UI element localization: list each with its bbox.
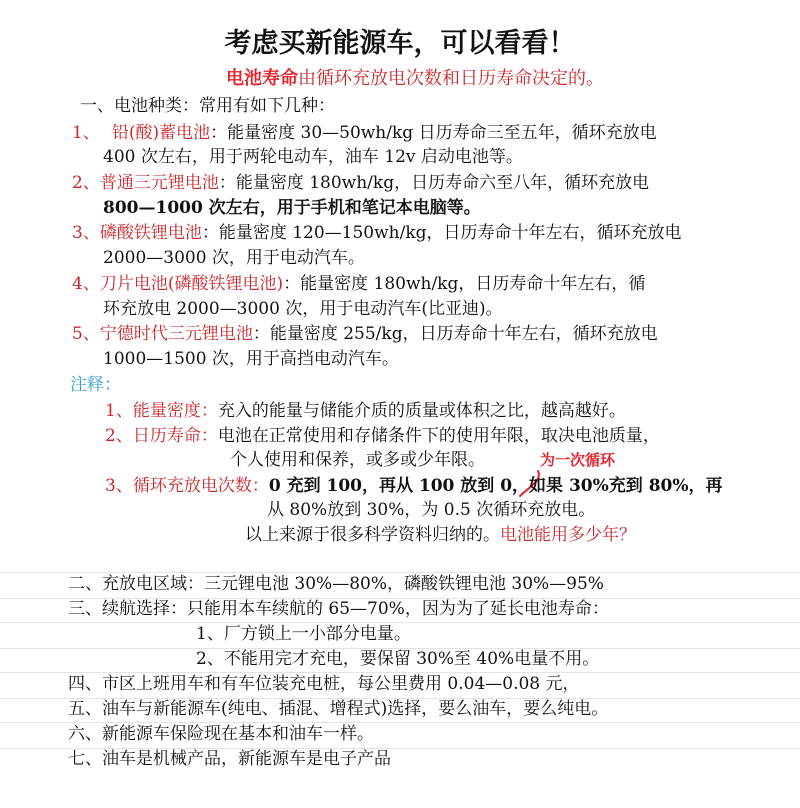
note-3 [105,475,723,497]
battery-3-line1: ：能量密度 120—150wh/kg，日历寿命十年左右，循环充放电 [201,223,682,243]
notes-heading: 注释： [70,375,121,395]
battery-4-num: 4、 [72,274,100,294]
battery-3-num: 3、 [72,223,100,243]
subtitle-rest: 由循环充放电次数和日历寿命决定的。 [298,68,604,89]
battery-3-line2: 2000—3000 次，用于电动汽车。 [103,248,365,268]
battery-1-name: 铅(酸)蓄电池 [111,123,211,143]
row-range-sub-1: 1、厂方锁上一小部分电量。 [196,624,411,644]
page-title: 考虑买新能源车，可以看看！ [224,28,576,59]
battery-4-name: 刀片电池(磷酸铁锂电池) [99,274,284,294]
note-2-line2: 个人使用和保养，或多或少年限。 [230,450,485,470]
battery-4-line1: ：能量密度 180wh/kg，日历寿命十年左右，循 [283,274,646,294]
section1-heading: 一、电池种类：常用有如下几种： [80,96,335,116]
notes-question: 电池能用多少年？ [500,525,636,545]
row-cost: 四、市区上班用车和有车位装充电桩，每公里费用 0.04—0.08 元， [68,674,580,694]
battery-2-line1: ：能量密度 180wh/kg，日历寿命六至八年，循环充放电 [218,173,650,193]
row-charge-range: 二、充放电区域：三元锂电池 30%—80%，磷酸铁锂电池 30%—95% [68,574,604,594]
note-annotation: 为一次循环 [540,451,616,469]
note-1-label: 1、能量密度： [105,401,218,421]
battery-1-line2: 400 次左右，用于两轮电动车，油车 12v 启动电池等。 [103,147,523,167]
battery-2-num: 2、 [72,173,100,193]
battery-5-name: 宁德时代三元锂电池 [99,324,253,344]
row-choice: 五、油车与新能源车(纯电、插混、增程式)选择，要么油车，要么纯电。 [68,699,609,719]
battery-5-line1: ：能量密度 255/kg，日历寿命十年左右，循环充放电 [252,324,658,344]
battery-2-line2: 800—1000 次左右，用于手机和笔记本电脑等。 [103,198,481,218]
notes-source-text: 以上来源于很多科学资料归纳的。 [245,525,500,545]
battery-2-name: 普通三元锂电池 [99,173,219,193]
subtitle-highlight: 电池寿命 [226,68,298,89]
note-2-label: 2、日历寿命： [105,426,218,446]
row-insurance: 六、新能源车保险现在基本和油车一样。 [68,724,374,744]
battery-5-line2: 1000—1500 次，用于高挡电动汽车。 [103,349,399,369]
row-range-choice: 三、续航选择：只能用本车续航的 65—70%，因为为了延长电池寿命： [68,599,609,619]
note-3-line2: 从 80%放到 30%，为 0.5 次循环充放电。 [267,500,596,520]
notes-source [245,524,636,546]
note-3-line1: 0 充到 100，再从 100 放到 0，如果 30%充到 80%，再 [268,476,723,496]
note-3-label: 3、循环充放电次数： [105,476,269,496]
battery-4-line2: 环充放电 2000—3000 次，用于电动汽车(比亚迪)。 [103,299,503,319]
row-product: 七、油车是机械产品，新能源车是电子产品 [68,749,391,769]
battery-1-line1: ：能量密度 30—50wh/kg 日历寿命三至五年，循环充放电 [210,123,657,143]
note-2-line1: 电池在正常使用和存储条件下的使用年限，取决电池质量， [217,426,660,446]
battery-1-num: 1、 [72,123,100,143]
note-1-line1: 充入的能量与储能介质的质量或体积之比，越高越好。 [217,401,626,421]
row-range-sub-2: 2、不能用完才充电，要保留 30%至 40%电量不用。 [196,649,600,669]
battery-5-num: 5、 [72,324,100,344]
battery-3-name: 磷酸铁锂电池 [99,223,202,243]
